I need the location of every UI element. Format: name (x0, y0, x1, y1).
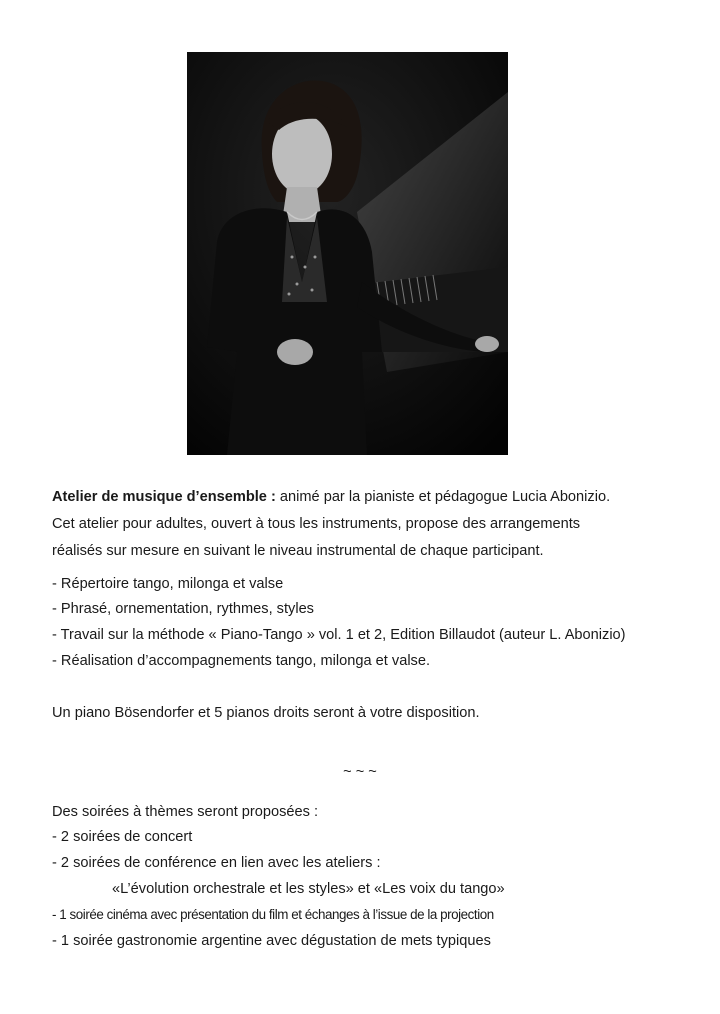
atelier-title: Atelier de musique d’ensemble : (52, 489, 276, 505)
atelier-description-line-2: Cet atelier pour adultes, ouvert à tous les instruments, propose des arrangements (52, 516, 581, 532)
soirees-list-item: - 2 soirées de concert (52, 829, 193, 845)
atelier-description-line-3: réalisés sur mesure en suivant le niveau instrumental de chaque participant. (52, 543, 544, 559)
section-separator: ~ ~ ~ (343, 764, 377, 780)
atelier-list-item: - Répertoire tango, milonga et valse (52, 576, 284, 592)
pianos-availability: Un piano Bösendorfer et 5 pianos droits seront à votre disposition. (52, 705, 480, 721)
soirees-list-item: - 1 soirée gastronomie argentine avec dégustation de mets typiques (52, 933, 491, 949)
atelier-list-item: - Réalisation d’accompagnements tango, milonga et valse. (52, 653, 431, 669)
atelier-list-item: - Travail sur la méthode « Piano-Tango » vol. 1 et 2, Edition Billaudot (auteur L. Abonizio) (52, 627, 626, 643)
portrait-illustration (187, 52, 508, 455)
portrait-photo (187, 52, 508, 455)
atelier-list-item: - Phrasé, ornementation, rythmes, styles (52, 601, 314, 617)
soirees-list-item: - 1 soirée cinéma avec présentation du film et échanges à l’issue de la projection (52, 907, 494, 922)
atelier-intro-text: animé par la pianiste et pédagogue Lucia Abonizio. (275, 489, 611, 505)
conference-themes: «L’évolution orchestrale et les styles» et «Les voix du tango» (112, 881, 505, 897)
atelier-intro-line (52, 488, 610, 506)
soirees-intro: Des soirées à thèmes seront proposées : (52, 804, 319, 820)
soirees-list-item: - 2 soirées de conférence en lien avec les ateliers : (52, 855, 381, 871)
